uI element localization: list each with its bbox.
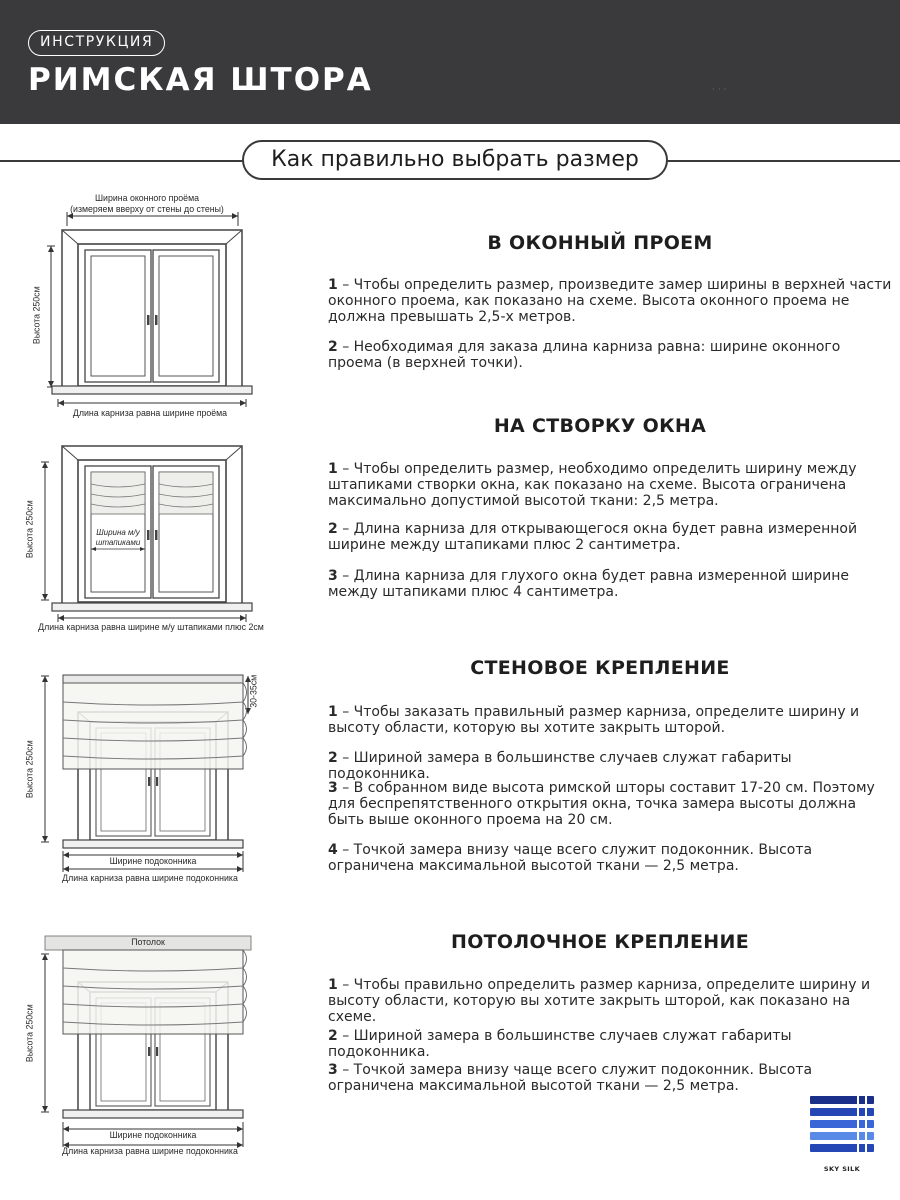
item-number: 1 bbox=[328, 461, 338, 477]
item-text: – Чтобы определить размер, необходимо определить ширину между штапиками створки окна, как показано на схеме. Высота ограничена максимально допустимой высотой ткани: 2,5 метра. bbox=[328, 461, 857, 509]
window-opening-drawing bbox=[30, 190, 270, 430]
item-number: 3 bbox=[328, 568, 338, 584]
list-item bbox=[328, 339, 894, 371]
item-number: 3 bbox=[328, 1062, 338, 1078]
header-watermark: · · · bbox=[712, 85, 727, 95]
item-text: – Точкой замера внизу чаще всего служит подоконник. Высота ограничена максимальной высотой ткани — 2,5 метра. bbox=[328, 842, 813, 874]
diagram-side-label: Высота 250см bbox=[24, 500, 35, 559]
diagram-bottom-label: Длина карниза равна ширине м/у штапиками плюс 2см bbox=[38, 622, 264, 632]
item-text: – Длина карниза для глухого окна будет равна измеренной ширине между штапиками плюс 4 сантиметра. bbox=[328, 568, 849, 600]
section-window-opening bbox=[0, 190, 900, 430]
item-text: – Необходимая для заказа длина карниза равна: ширине оконного проема (в верхней точки). bbox=[328, 339, 841, 371]
item-text: – Точкой замера внизу чаще всего служит подоконник. Высота ограничена максимальной высотой ткани — 2,5 метра. bbox=[328, 1062, 813, 1094]
list-item bbox=[328, 842, 894, 874]
item-number: 1 bbox=[328, 977, 338, 993]
item-text: – Шириной замера в большинстве случаев служат габариты подоконника. bbox=[328, 1028, 792, 1060]
list-item bbox=[328, 277, 894, 325]
subtitle-badge: Как правильно выбрать размер bbox=[242, 140, 668, 180]
logo-graphic bbox=[806, 1092, 878, 1164]
item-text: – В собранном виде высота римской шторы составит 17-20 см. Поэтому для беспрепятственного открытия окна, точка замера высоты должна быть выше оконного проема на 20 см. bbox=[328, 780, 875, 828]
list-item bbox=[328, 461, 894, 509]
section-title: ПОТОЛОЧНОЕ КРЕПЛЕНИЕ bbox=[451, 931, 749, 953]
diagram-right-label: 30-35см bbox=[248, 674, 259, 708]
diagram-side-label: Высота 250см bbox=[31, 286, 42, 345]
item-text: – Шириной замера в большинстве случаев служат габариты подоконника. bbox=[328, 750, 792, 782]
list-item bbox=[328, 780, 894, 828]
section-title: СТЕНОВОЕ КРЕПЛЕНИЕ bbox=[470, 657, 730, 679]
list-item bbox=[328, 1028, 894, 1060]
list-item bbox=[328, 1062, 894, 1094]
diagram-bottom-label: Длина карниза равна ширине проёма bbox=[72, 408, 228, 418]
item-number: 2 bbox=[328, 339, 338, 355]
diagram-ceiling-mount bbox=[24, 932, 270, 1160]
divider-left bbox=[0, 160, 245, 162]
list-item bbox=[328, 521, 894, 553]
diagram-window-sash bbox=[24, 440, 270, 655]
item-text: – Чтобы определить размер, произведите замер ширины в верхней части оконного проема, как показано на схеме. Высота оконного проема не должна превышать 2,5-х метров. bbox=[328, 277, 892, 325]
section-title: В ОКОННЫЙ ПРОЕМ bbox=[487, 232, 713, 254]
diagram-window-opening bbox=[30, 190, 270, 430]
list-item bbox=[328, 750, 894, 782]
section-wall-mount bbox=[0, 657, 900, 892]
instruction-badge: ИНСТРУКЦИЯ bbox=[28, 30, 165, 56]
item-text: – Длина карниза для открывающегося окна будет равна измеренной ширине между штапиками плюс 2 сантиметра. bbox=[328, 521, 858, 553]
header-banner bbox=[0, 0, 900, 124]
ceiling-mount-drawing bbox=[30, 932, 270, 1160]
diagram-sill-label: Ширине подоконника bbox=[109, 1130, 197, 1140]
item-number: 3 bbox=[328, 780, 338, 796]
item-text: – Чтобы правильно определить размер карниза, определите ширину и высоту области, которую вы хотите закрыть шторой, как показано на схеме. bbox=[328, 977, 871, 1025]
item-number: 1 bbox=[328, 704, 338, 720]
item-number: 4 bbox=[328, 842, 338, 858]
list-item bbox=[328, 568, 894, 600]
diagram-side-label: Высота 250см bbox=[24, 740, 35, 799]
diagram-inner-label: Ширина м/у штапиками bbox=[95, 528, 141, 547]
section-title: НА СТВОРКУ ОКНА bbox=[493, 415, 707, 437]
diagram-bottom-label: Длина карниза равна ширине подоконника bbox=[62, 1146, 238, 1156]
item-number: 1 bbox=[328, 277, 338, 293]
diagram-bottom-label: Длина карниза равна ширине подоконника bbox=[62, 873, 238, 883]
diagram-sill-label: Ширине подоконника bbox=[109, 856, 197, 866]
divider-right bbox=[664, 160, 900, 162]
section-ceiling-mount bbox=[0, 932, 900, 1160]
diagram-side-label: Высота 250см bbox=[24, 1004, 35, 1063]
diagram-wall-mount bbox=[24, 672, 270, 892]
item-number: 2 bbox=[328, 521, 338, 537]
list-item bbox=[328, 704, 894, 736]
item-number: 2 bbox=[328, 750, 338, 766]
diagram-ceiling-label: Потолок bbox=[131, 937, 165, 947]
page-title: РИМСКАЯ ШТОРА bbox=[28, 62, 373, 98]
list-item bbox=[328, 977, 894, 1025]
diagram-top-label: Ширина оконного проёма (измеряем вверху от стены до стены) bbox=[70, 193, 224, 214]
item-text: – Чтобы заказать правильный размер карниза, определите ширину и высоту области, которую вы хотите закрыть шторой. bbox=[328, 704, 860, 736]
item-number: 2 bbox=[328, 1028, 338, 1044]
logo-text: SKY SILK bbox=[823, 1165, 861, 1173]
section-window-sash bbox=[0, 415, 900, 655]
